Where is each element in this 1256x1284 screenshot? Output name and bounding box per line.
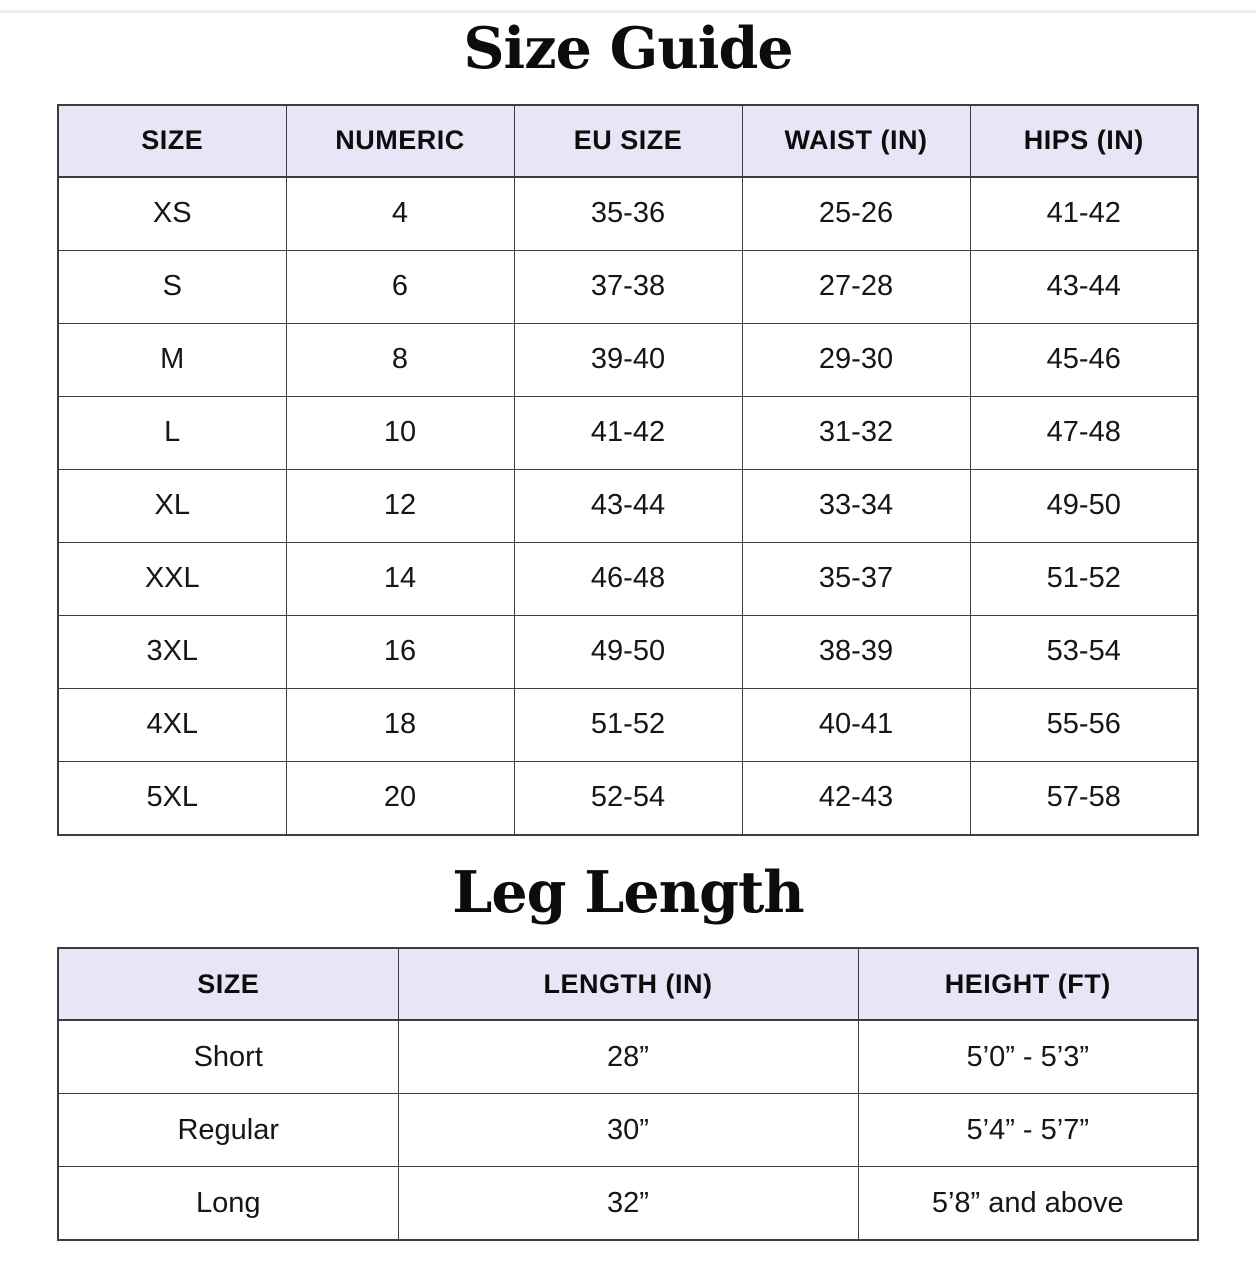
table-row — [58, 396, 1198, 469]
table-row — [58, 615, 1198, 688]
cell-numeric: 4 — [286, 177, 514, 251]
column-header-numeric: NUMERIC — [286, 105, 514, 177]
table-row — [58, 469, 1198, 542]
cell-eu-size: 43-44 — [514, 469, 742, 542]
size-guide-table — [57, 104, 1199, 836]
cell-numeric: 18 — [286, 688, 514, 761]
leg-length-table — [57, 947, 1199, 1241]
cell-waist: 35-37 — [742, 542, 970, 615]
cell-hips: 47-48 — [970, 396, 1198, 469]
leg-length-title: Leg Length — [452, 858, 804, 926]
table-row — [58, 323, 1198, 396]
column-header-hips: HIPS (IN) — [970, 105, 1198, 177]
table-row — [58, 761, 1198, 835]
cell-size: 3XL — [58, 615, 286, 688]
cell-size: L — [58, 396, 286, 469]
cell-eu-size: 37-38 — [514, 250, 742, 323]
cell-height: 5’8” and above — [858, 1167, 1198, 1241]
cell-hips: 49-50 — [970, 469, 1198, 542]
column-header-waist: WAIST (IN) — [742, 105, 970, 177]
cell-waist: 25-26 — [742, 177, 970, 251]
cell-hips: 57-58 — [970, 761, 1198, 835]
cell-hips: 53-54 — [970, 615, 1198, 688]
cell-numeric: 6 — [286, 250, 514, 323]
leg-length-header-row — [58, 948, 1198, 1020]
table-row — [58, 177, 1198, 251]
size-guide-header-row — [58, 105, 1198, 177]
cell-size: 5XL — [58, 761, 286, 835]
cell-numeric: 16 — [286, 615, 514, 688]
cell-length: 28” — [398, 1020, 858, 1094]
cell-hips: 55-56 — [970, 688, 1198, 761]
cell-length: 32” — [398, 1167, 858, 1241]
cell-size: Long — [58, 1167, 398, 1241]
cell-height: 5’4” - 5’7” — [858, 1094, 1198, 1167]
cell-waist: 42-43 — [742, 761, 970, 835]
cell-size: S — [58, 250, 286, 323]
cell-numeric: 12 — [286, 469, 514, 542]
column-header-size: SIZE — [58, 948, 398, 1020]
cell-length: 30” — [398, 1094, 858, 1167]
column-header-height: HEIGHT (FT) — [858, 948, 1198, 1020]
cell-height: 5’0” - 5’3” — [858, 1020, 1198, 1094]
cell-size: XXL — [58, 542, 286, 615]
cell-eu-size: 35-36 — [514, 177, 742, 251]
table-row — [58, 542, 1198, 615]
cell-size: Regular — [58, 1094, 398, 1167]
table-row — [58, 1167, 1198, 1241]
cell-waist: 29-30 — [742, 323, 970, 396]
cell-waist: 33-34 — [742, 469, 970, 542]
cell-hips: 41-42 — [970, 177, 1198, 251]
cell-numeric: 14 — [286, 542, 514, 615]
column-header-size: SIZE — [58, 105, 286, 177]
table-row — [58, 688, 1198, 761]
cell-waist: 38-39 — [742, 615, 970, 688]
table-row — [58, 1020, 1198, 1094]
column-header-length: LENGTH (IN) — [398, 948, 858, 1020]
cell-hips: 51-52 — [970, 542, 1198, 615]
cell-numeric: 8 — [286, 323, 514, 396]
cell-waist: 40-41 — [742, 688, 970, 761]
cell-numeric: 10 — [286, 396, 514, 469]
cell-waist: 27-28 — [742, 250, 970, 323]
cell-waist: 31-32 — [742, 396, 970, 469]
cell-eu-size: 51-52 — [514, 688, 742, 761]
table-row — [58, 250, 1198, 323]
cell-eu-size: 41-42 — [514, 396, 742, 469]
cell-eu-size: 46-48 — [514, 542, 742, 615]
column-header-eu-size: EU SIZE — [514, 105, 742, 177]
cell-size: M — [58, 323, 286, 396]
cell-size: XL — [58, 469, 286, 542]
cell-eu-size: 49-50 — [514, 615, 742, 688]
cell-hips: 45-46 — [970, 323, 1198, 396]
cell-size: Short — [58, 1020, 398, 1094]
size-guide-title: Size Guide — [463, 15, 793, 82]
table-row — [58, 1094, 1198, 1167]
cell-eu-size: 39-40 — [514, 323, 742, 396]
cell-size: XS — [58, 177, 286, 251]
top-divider-rule — [0, 10, 1256, 13]
cell-numeric: 20 — [286, 761, 514, 835]
cell-hips: 43-44 — [970, 250, 1198, 323]
cell-size: 4XL — [58, 688, 286, 761]
cell-eu-size: 52-54 — [514, 761, 742, 835]
